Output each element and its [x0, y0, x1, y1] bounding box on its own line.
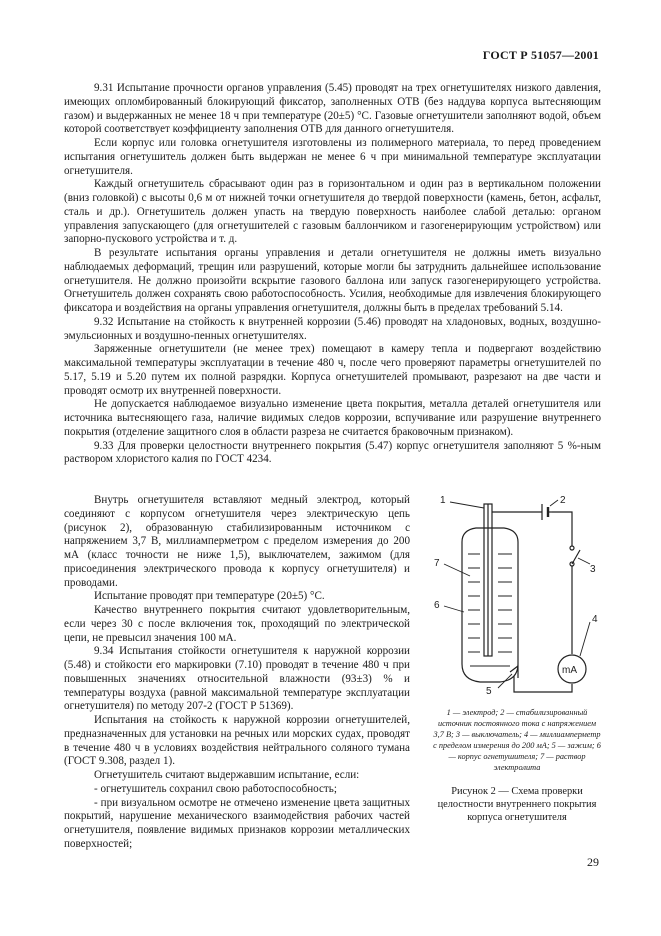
- body-text-left-column: [64, 494, 410, 852]
- label-5: 5: [486, 686, 492, 697]
- paragraph: - огнетушитель сохранил свою работоспособность;: [94, 782, 337, 795]
- paragraph: В результате испытания органы управления и детали огнетушителя не должны иметь визуально наблюдаемых деформаций, трещин или разрушений, которые могли бы затруднить дальнейшее использование огнетушителя. Не должно произойти вскрытие газового баллона или запуск газогенерирующего устройства. Огнетушитель должен сохранять свою работоспособность. Усилия, необходимые для извлечения блокирующего фиксатора и воздействия на органы управления огнетушителя, должны быть в пределах требований 5.14.: [64, 247, 601, 314]
- label-1: 1: [440, 495, 446, 506]
- paragraph: Качество внутреннего покрытия считают удовлетворительным, если через 30 с после включения ток, проходящий по электрической цепи, не превысил значения 100 мА.: [64, 604, 410, 644]
- paragraph: Огнетушитель считают выдержавшим испытание, если:: [94, 769, 360, 781]
- figure-circuit-diagram: [430, 494, 602, 734]
- page-number: 29: [587, 855, 599, 869]
- label-3: 3: [590, 564, 596, 575]
- extinguisher-body: [462, 528, 518, 682]
- body-text-top: [64, 82, 601, 467]
- wire: [552, 512, 572, 546]
- paragraph: Внутрь огнетушителя вставляют медный электрод, который соединяют с корпусом огнетушителя через электрическую цепь (рисунок 2), образованную стабилизированным источником с напряжением 3,7 В, миллиамперметром с пределом измерения до 200 мА (класс точности не ниже 1,5), выключателем, зажимом (для присоединения электрического провода к корпусу огнетушителя) и проводами.: [64, 494, 410, 589]
- paragraph: Если корпус или головка огнетушителя изготовлены из полимерного материала, то перед проведением испытания огнетушитель должен быть выдержан не менее 6 ч при минимальной температуре эксплуатации огнетушителя.: [64, 137, 601, 177]
- paragraph: Испытания на стойкость к наружной коррозии огнетушителей, предназначенных для установки на речных или морских судах, проводят в течение 480 ч в условиях воздействия нейтрального соляного тумана (ГОСТ 9.308, раздел 1).: [64, 714, 410, 768]
- paragraph: Каждый огнетушитель сбрасывают один раз в горизонтальном и один раз в вертикальном положении (вниз головкой) с высоты 0,6 м от нижней точки огнетушителя до твердой поверхности (камень, бетон, асфальт, сталь и др.). Огнетушитель должен упасть на твердую поверхность наиболее слабой деталью: органом управления запускающего (для огнетушителей с газовым баллончиком и газогенерирующим устройством) или запорно-пускового устройства и т. д.: [64, 178, 601, 246]
- paragraph: Заряженные огнетушители (не менее трех) помещают в камеру тепла и подвергают воздействию максимальной температуры эксплуатации в течение 480 ч, после чего проверяют параметры огнетушителей по 5.17, 5.19 и 5.20 путем их полной разрядки. Корпуса огнетушителей промывают, разрезают на две части и проводят осмотр их внутренней поверхности.: [64, 343, 601, 397]
- label-7: 7: [434, 558, 440, 569]
- page-header-title: ГОСТ Р 51057—2001: [482, 48, 599, 62]
- paragraph: - при визуальном осмотре не отмечено изменение цвета защитных покрытий, нарушение механического взаимодействия рабочих частей огнетушителя, появление видимых признаков коррозии металлических поверхностей;: [64, 796, 410, 850]
- wire: [514, 676, 572, 692]
- figure-caption: Рисунок 2 — Схема проверки целостности внутреннего покрытия корпуса огнетушителя: [437, 786, 597, 823]
- switch-contact: [570, 546, 574, 550]
- label-4: 4: [592, 614, 598, 625]
- circuit-diagram-svg: [430, 494, 602, 704]
- paragraph: 9.33 Для проверки целостности внутреннего покрытия (5.47) корпус огнетушителя заполняют 5 %-ным раствором хлористого калия по ГОСТ 4234.: [64, 439, 601, 466]
- meter-label: mA: [562, 665, 577, 676]
- paragraph: 9.34 Испытания стойкости огнетушителя к наружной коррозии (5.48) и стойкости его маркировки (7.10) проводят в течение 480 ч при повышенных значениях относительной влажности (93±3) % и температуры воздуха (равной максимальной температуре эксплуатации огнетушителя) по методу 207-2 (ГОСТ Р 51369).: [64, 645, 410, 713]
- label-2: 2: [560, 495, 566, 506]
- paragraph: Испытание проводят при температуре (20±5) °С.: [94, 590, 325, 603]
- paragraph: Не допускается наблюдаемое визуально изменение цвета покрытия, металла деталей огнетушителя или источника вытесняющего газа, наличие видимых следов коррозии, вспучивание или разрушение внутреннего покрытия (отделение защитного слоя в области разреза не считается браковочным признаком).: [64, 398, 601, 438]
- paragraph: 9.32 Испытание на стойкость к внутренней коррозии (5.46) проводят на хладоновых, водных, воздушно-эмульсионных и воздушно-пенных огнетушителях.: [64, 315, 601, 342]
- switch-lever: [572, 550, 580, 564]
- label-6: 6: [434, 600, 440, 611]
- paragraph: 9.31 Испытание прочности органов управления (5.45) проводят на трех огнетушителях низкого давления, имеющих опломбированный блокирующий фиксатор, заполненных ОТВ (без наддува корпуса вытесняющим газом) и выдержанных не менее 18 ч при температуре (20±5) °С. Газовые огнетушители заполняют водой, объем которой соответствует коэффициенту заполнения ОТВ для данного огнетушителя.: [64, 82, 601, 136]
- figure-legend: 1 — электрод; 2 — стабилизированный источник постоянного тока с напряжением 3,7 В; 3 — выключатель; 4 — миллиамперметр с пределом измерения до 200 мА; 5 — зажим; 6 — корпус огнетушителя; 7 — раствор электролита: [433, 708, 601, 772]
